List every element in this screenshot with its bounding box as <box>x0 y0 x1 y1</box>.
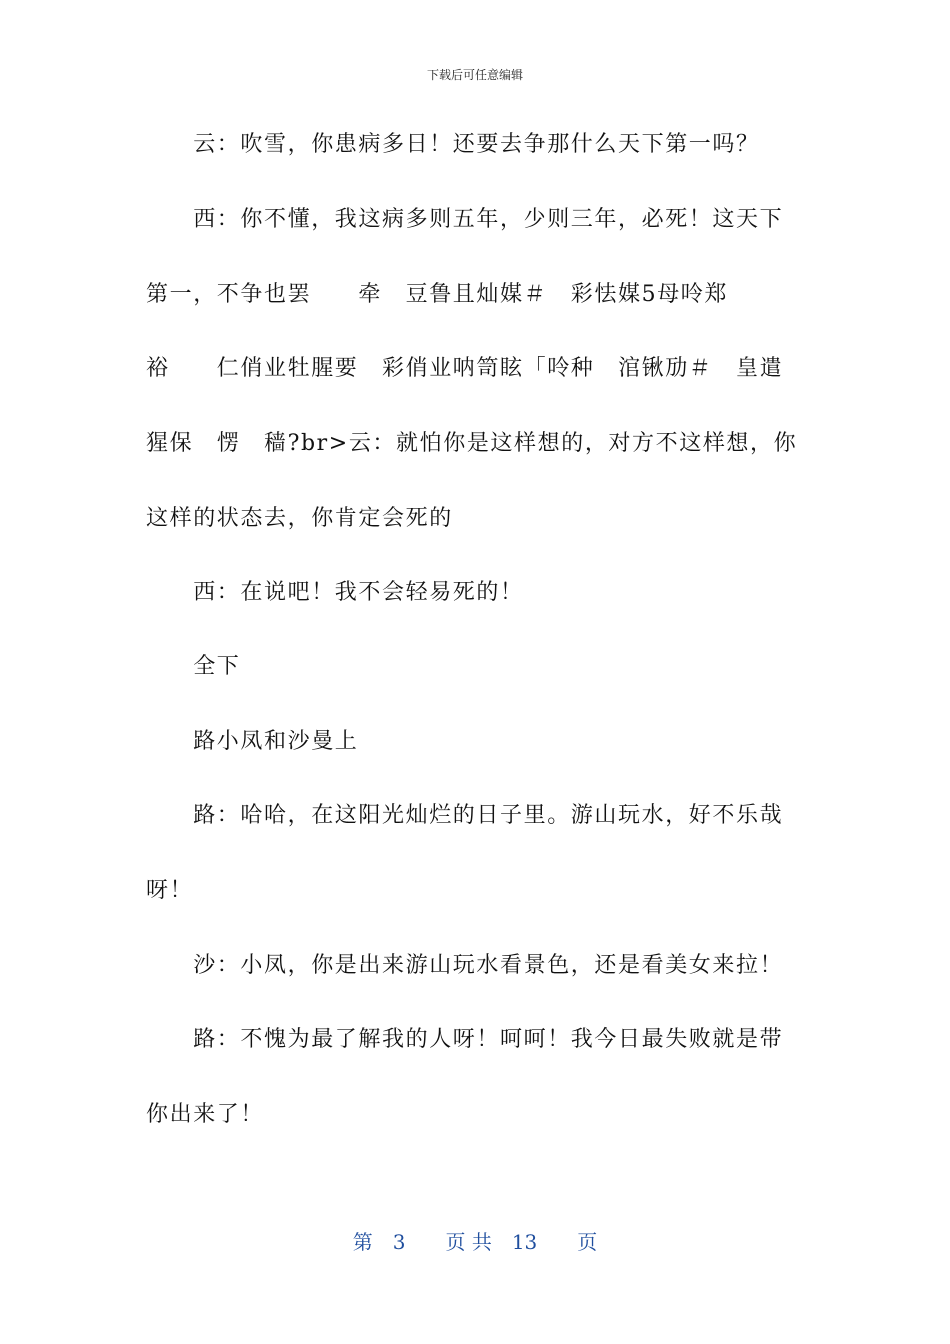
text-line: 西：在说吧！我不会轻易死的！ <box>146 580 524 605</box>
text-line: 你出来了！ <box>146 1102 265 1127</box>
text-line: 裕 仁俏业牡腥要 彩俏业呐笥眩「呤种 涫锹劢＃ 皇遣 <box>146 356 784 381</box>
text-line: 沙：小凤，你是出来游山玩水看景色，还是看美女来拉！ <box>146 953 784 978</box>
text-line: 全下 <box>146 654 241 679</box>
text-line: 这样的状态去，你肯定会死的 <box>146 506 453 531</box>
page-header-note: 下载后可任意编辑 <box>426 68 523 82</box>
text-line: 路：哈哈，在这阳光灿烂的日子里。游山玩水，好不乐哉 <box>146 803 784 828</box>
page-number: 第 3 页 共 13 页 <box>352 1230 598 1254</box>
text-line: 猩保 愣 穑?br>云：就怕你是这样想的，对方不这样想，你 <box>146 431 798 456</box>
text-line: 呀！ <box>146 878 194 903</box>
text-line: 第一，不争也罢 牵 豆鲁且灿媒＃ 彩怯媒5母呤郑 <box>146 282 728 307</box>
text-line: 路小凤和沙曼上 <box>146 729 359 754</box>
text-line: 西：你不懂，我这病多则五年，少则三年，必死！这天下 <box>146 207 784 232</box>
text-line: 路：不愧为最了解我的人呀！呵呵！我今日最失败就是带 <box>146 1027 784 1052</box>
text-line: 云：吹雪，你患病多日！还要去争那什么天下第一吗？ <box>146 132 760 157</box>
